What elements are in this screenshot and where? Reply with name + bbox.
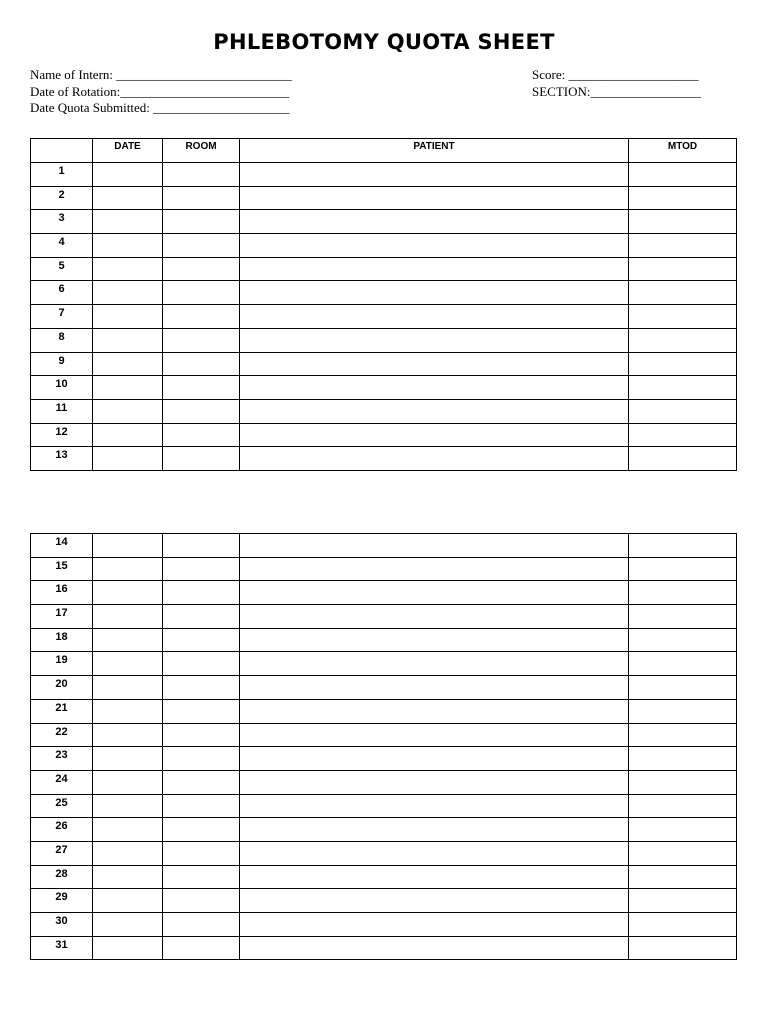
date-cell[interactable] — [93, 841, 163, 865]
room-cell[interactable] — [163, 234, 240, 258]
date-cell[interactable] — [93, 936, 163, 960]
table-row — [31, 841, 737, 865]
row-number: 11 — [31, 399, 93, 423]
mtod-cell[interactable] — [629, 676, 737, 700]
score-field[interactable]: Score: ____________________ — [532, 67, 699, 82]
row-number: 23 — [31, 747, 93, 771]
date-cell[interactable] — [93, 281, 163, 305]
patient-cell[interactable] — [240, 447, 629, 471]
row-number: 19 — [31, 652, 93, 676]
patient-cell[interactable] — [240, 794, 629, 818]
date-cell[interactable] — [93, 818, 163, 842]
room-cell[interactable] — [163, 699, 240, 723]
date-cell[interactable] — [93, 186, 163, 210]
room-cell[interactable] — [163, 913, 240, 937]
mtod-cell[interactable] — [629, 865, 737, 889]
table-row — [31, 747, 737, 771]
patient-cell[interactable] — [240, 770, 629, 794]
date-cell[interactable] — [93, 794, 163, 818]
date-cell[interactable] — [93, 865, 163, 889]
date-cell[interactable] — [93, 376, 163, 400]
patient-cell[interactable] — [240, 186, 629, 210]
date-cell[interactable] — [93, 676, 163, 700]
row-number: 15 — [31, 557, 93, 581]
table-row — [31, 328, 737, 352]
row-number: 30 — [31, 913, 93, 937]
row-number: 21 — [31, 699, 93, 723]
patient-cell[interactable] — [240, 423, 629, 447]
table-row — [31, 913, 737, 937]
page-title: PHLEBOTOMY QUOTA SHEET — [213, 30, 555, 54]
patient-cell[interactable] — [240, 676, 629, 700]
table-row — [31, 557, 737, 581]
room-cell[interactable] — [163, 818, 240, 842]
room-cell[interactable] — [163, 163, 240, 187]
room-cell[interactable] — [163, 328, 240, 352]
mtod-cell[interactable] — [629, 889, 737, 913]
room-cell[interactable] — [163, 423, 240, 447]
date-cell[interactable] — [93, 605, 163, 629]
mtod-cell[interactable] — [629, 557, 737, 581]
mtod-cell[interactable] — [629, 652, 737, 676]
date-cell[interactable] — [93, 210, 163, 234]
table-row — [31, 210, 737, 234]
patient-cell[interactable] — [240, 281, 629, 305]
row-number: 20 — [31, 676, 93, 700]
table-row — [31, 723, 737, 747]
room-cell[interactable] — [163, 305, 240, 329]
date-cell[interactable] — [93, 652, 163, 676]
room-cell[interactable] — [163, 605, 240, 629]
room-cell[interactable] — [163, 652, 240, 676]
row-number: 5 — [31, 257, 93, 281]
row-number: 3 — [31, 210, 93, 234]
date-cell[interactable] — [93, 699, 163, 723]
date-cell[interactable] — [93, 257, 163, 281]
mtod-cell[interactable] — [629, 794, 737, 818]
mtod-cell[interactable] — [629, 605, 737, 629]
patient-cell[interactable] — [240, 534, 629, 558]
date-cell[interactable] — [93, 770, 163, 794]
room-cell[interactable] — [163, 352, 240, 376]
patient-column-header: PATIENT — [240, 139, 629, 163]
room-cell[interactable] — [163, 770, 240, 794]
room-cell[interactable] — [163, 257, 240, 281]
header-fields-left — [30, 67, 292, 117]
mtod-cell[interactable] — [629, 423, 737, 447]
row-number: 24 — [31, 770, 93, 794]
mtod-cell[interactable] — [629, 352, 737, 376]
room-cell[interactable] — [163, 676, 240, 700]
patient-cell[interactable] — [240, 628, 629, 652]
mtod-cell[interactable] — [629, 328, 737, 352]
mtod-cell[interactable] — [629, 376, 737, 400]
date-cell[interactable] — [93, 399, 163, 423]
date-cell[interactable] — [93, 889, 163, 913]
row-number: 22 — [31, 723, 93, 747]
row-number: 14 — [31, 534, 93, 558]
table-row — [31, 770, 737, 794]
row-number: 25 — [31, 794, 93, 818]
row-number: 29 — [31, 889, 93, 913]
row-number: 8 — [31, 328, 93, 352]
rotation-date-field[interactable]: Date of Rotation:__________________________ — [30, 83, 290, 99]
room-cell[interactable] — [163, 936, 240, 960]
row-number: 10 — [31, 376, 93, 400]
room-cell[interactable] — [163, 447, 240, 471]
table-row — [31, 794, 737, 818]
mtod-cell[interactable] — [629, 841, 737, 865]
date-cell[interactable] — [93, 581, 163, 605]
room-cell[interactable] — [163, 865, 240, 889]
room-cell[interactable] — [163, 628, 240, 652]
row-number: 13 — [31, 447, 93, 471]
table-row — [31, 186, 737, 210]
patient-cell[interactable] — [240, 889, 629, 913]
mtod-cell[interactable] — [629, 747, 737, 771]
room-cell[interactable] — [163, 794, 240, 818]
table-row — [31, 399, 737, 423]
patient-cell[interactable] — [240, 699, 629, 723]
row-number: 9 — [31, 352, 93, 376]
date-cell[interactable] — [93, 423, 163, 447]
patient-cell[interactable] — [240, 163, 629, 187]
row-number: 7 — [31, 305, 93, 329]
table-row — [31, 305, 737, 329]
date-cell[interactable] — [93, 328, 163, 352]
mtod-cell[interactable] — [629, 305, 737, 329]
mtod-cell[interactable] — [629, 210, 737, 234]
date-cell[interactable] — [93, 628, 163, 652]
patient-cell[interactable] — [240, 557, 629, 581]
mtod-cell[interactable] — [629, 186, 737, 210]
table-row — [31, 818, 737, 842]
mtod-cell[interactable] — [629, 581, 737, 605]
date-cell[interactable] — [93, 723, 163, 747]
table-row — [31, 534, 737, 558]
table-row — [31, 423, 737, 447]
row-number: 4 — [31, 234, 93, 258]
mtod-cell[interactable] — [629, 399, 737, 423]
room-cell[interactable] — [163, 210, 240, 234]
table-row — [31, 581, 737, 605]
table-row — [31, 605, 737, 629]
date-cell[interactable] — [93, 534, 163, 558]
table-row — [31, 652, 737, 676]
table-row — [31, 889, 737, 913]
row-number: 12 — [31, 423, 93, 447]
patient-cell[interactable] — [240, 723, 629, 747]
date-column-header: DATE — [93, 139, 163, 163]
row-number: 1 — [31, 163, 93, 187]
table-row — [31, 281, 737, 305]
room-cell[interactable] — [163, 581, 240, 605]
row-number: 27 — [31, 841, 93, 865]
patient-cell[interactable] — [240, 605, 629, 629]
mtod-cell[interactable] — [629, 628, 737, 652]
table-row — [31, 163, 737, 187]
date-cell[interactable] — [93, 747, 163, 771]
patient-cell[interactable] — [240, 747, 629, 771]
room-cell[interactable] — [163, 399, 240, 423]
mtod-cell[interactable] — [629, 913, 737, 937]
table-row — [31, 865, 737, 889]
mtod-cell[interactable] — [629, 723, 737, 747]
patient-cell[interactable] — [240, 581, 629, 605]
room-column-header: ROOM — [163, 139, 240, 163]
row-number: 16 — [31, 581, 93, 605]
date-cell[interactable] — [93, 163, 163, 187]
patient-cell[interactable] — [240, 865, 629, 889]
date-cell[interactable] — [93, 352, 163, 376]
room-cell[interactable] — [163, 889, 240, 913]
quota-submitted-date-field[interactable]: Date Quota Submitted: _____________________ — [30, 100, 290, 116]
patient-cell[interactable] — [240, 257, 629, 281]
section-field[interactable]: SECTION:_________________ — [532, 83, 701, 99]
table-row — [31, 447, 737, 471]
patient-cell[interactable] — [240, 305, 629, 329]
date-cell[interactable] — [93, 557, 163, 581]
mtod-cell[interactable] — [629, 447, 737, 471]
number-column-header — [31, 139, 93, 163]
room-cell[interactable] — [163, 747, 240, 771]
patient-cell[interactable] — [240, 841, 629, 865]
patient-cell[interactable] — [240, 376, 629, 400]
patient-cell[interactable] — [240, 234, 629, 258]
room-cell[interactable] — [163, 841, 240, 865]
header-fields-right — [532, 67, 701, 100]
table-header-row — [31, 139, 737, 163]
mtod-column-header: MTOD — [629, 139, 737, 163]
mtod-cell[interactable] — [629, 163, 737, 187]
patient-cell[interactable] — [240, 328, 629, 352]
intern-name-field[interactable]: Name of Intern: ___________________________ — [30, 67, 292, 82]
table-row — [31, 936, 737, 960]
mtod-cell[interactable] — [629, 257, 737, 281]
room-cell[interactable] — [163, 557, 240, 581]
patient-cell[interactable] — [240, 913, 629, 937]
row-number: 31 — [31, 936, 93, 960]
row-number: 6 — [31, 281, 93, 305]
date-cell[interactable] — [93, 305, 163, 329]
table-row — [31, 352, 737, 376]
mtod-cell[interactable] — [629, 770, 737, 794]
room-cell[interactable] — [163, 376, 240, 400]
quota-table-bottom — [30, 533, 737, 960]
row-number: 28 — [31, 865, 93, 889]
date-cell[interactable] — [93, 913, 163, 937]
room-cell[interactable] — [163, 534, 240, 558]
table-row — [31, 257, 737, 281]
mtod-cell[interactable] — [629, 534, 737, 558]
room-cell[interactable] — [163, 186, 240, 210]
row-number: 2 — [31, 186, 93, 210]
row-number: 18 — [31, 628, 93, 652]
row-number: 17 — [31, 605, 93, 629]
room-cell[interactable] — [163, 723, 240, 747]
patient-cell[interactable] — [240, 210, 629, 234]
room-cell[interactable] — [163, 281, 240, 305]
table-row — [31, 628, 737, 652]
mtod-cell[interactable] — [629, 936, 737, 960]
patient-cell[interactable] — [240, 399, 629, 423]
patient-cell[interactable] — [240, 818, 629, 842]
patient-cell[interactable] — [240, 936, 629, 960]
mtod-cell[interactable] — [629, 699, 737, 723]
quota-table-top — [30, 138, 737, 471]
mtod-cell[interactable] — [629, 281, 737, 305]
table-row — [31, 699, 737, 723]
date-cell[interactable] — [93, 234, 163, 258]
row-number: 26 — [31, 818, 93, 842]
patient-cell[interactable] — [240, 352, 629, 376]
date-cell[interactable] — [93, 447, 163, 471]
table-row — [31, 234, 737, 258]
table-row — [31, 376, 737, 400]
patient-cell[interactable] — [240, 652, 629, 676]
mtod-cell[interactable] — [629, 234, 737, 258]
table-row — [31, 676, 737, 700]
mtod-cell[interactable] — [629, 818, 737, 842]
